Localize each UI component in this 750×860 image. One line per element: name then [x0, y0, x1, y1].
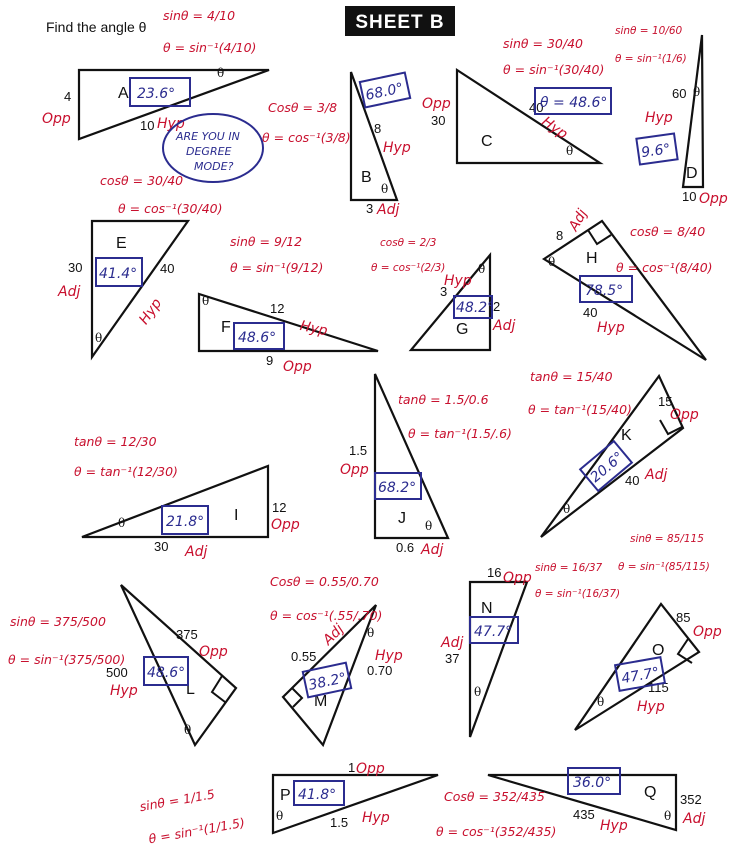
triangle-f-letter: F: [221, 319, 231, 336]
triangle-g-letter: G: [456, 321, 469, 338]
triangle-g: [371, 237, 515, 350]
triangle-n-shape: [470, 582, 527, 737]
triangle-h-adj-label: Adj: [565, 206, 591, 234]
sheet-header: SHEET B: [355, 12, 445, 33]
triangle-h-right-angle: [588, 230, 611, 244]
triangle-q-answer: 36.0°: [573, 775, 612, 791]
triangle-j-adj-label: Adj: [421, 542, 444, 558]
triangle-a-letter: A: [118, 85, 129, 102]
triangle-p-hyp-label: Hyp: [362, 810, 390, 826]
triangle-f-side-hyp: 12: [270, 301, 285, 316]
triangle-k-side-adj: 40: [625, 473, 640, 488]
triangle-f-side-opp: 9: [266, 353, 274, 368]
triangle-k-answer: 20.6°: [587, 449, 628, 486]
triangle-n-letter: N: [481, 600, 493, 617]
triangle-f-ratio: sinθ = 9/12: [230, 234, 303, 249]
triangle-j-answer: 68.2°: [378, 480, 417, 496]
triangle-m-theta: θ: [367, 626, 375, 640]
triangle-p-side-hyp: 1.5: [330, 815, 349, 830]
triangle-e-theta: θ: [95, 331, 103, 345]
reminder-line-3: MODE?: [194, 160, 234, 173]
triangle-c-theta: θ: [566, 144, 574, 158]
triangle-k: [528, 369, 699, 537]
triangle-o-right-angle: [678, 639, 692, 663]
triangle-l-theta: θ: [184, 723, 192, 737]
triangle-j-opp-label: Opp: [340, 462, 369, 478]
triangle-j-inverse: θ = tan⁻¹(1.5/.6): [408, 426, 512, 441]
triangle-h-theta: θ: [548, 255, 556, 269]
triangle-o-letter: O: [652, 642, 665, 659]
triangle-o-ratio: sinθ = 85/115: [630, 533, 704, 545]
triangle-i-adj-label: Adj: [185, 544, 208, 560]
triangle-b: [262, 72, 411, 218]
triangle-g-side-adj: 2: [493, 299, 501, 314]
triangle-p-opp-label: Opp: [356, 761, 385, 777]
triangle-e-ratio: cosθ = 30/40: [100, 173, 184, 188]
triangle-d: [615, 25, 728, 207]
triangle-f-answer: 48.6°: [238, 330, 277, 346]
triangle-q-theta: θ: [664, 809, 672, 823]
triangle-m-answer: 38.2°: [307, 670, 348, 694]
triangle-e-adj-label: Adj: [58, 284, 81, 300]
triangle-k-theta: θ: [563, 502, 571, 516]
triangle-j-side-opp: 1.5: [349, 443, 368, 458]
triangle-m-adj-label: Adj: [319, 621, 348, 649]
triangle-c-inverse: θ = sin⁻¹(30/40): [503, 62, 605, 77]
triangle-i-ratio: tanθ = 12/30: [74, 434, 157, 449]
triangle-k-opp-label: Opp: [670, 407, 699, 423]
triangle-a-inverse: θ = sin⁻¹(4/10): [163, 40, 257, 55]
degree-mode-reminder: [163, 114, 263, 182]
triangle-h-hyp-label: Hyp: [597, 320, 625, 336]
triangle-n-ratio: sinθ = 16/37: [535, 562, 603, 574]
triangle-d-ratio: sinθ = 10/60: [615, 25, 683, 37]
triangle-b-hyp-label: Hyp: [383, 140, 411, 156]
triangle-i-side-adj: 30: [154, 539, 169, 554]
triangle-j-ratio: tanθ = 1.5/0.6: [398, 392, 489, 407]
triangle-b-answer: 68.0°: [364, 80, 405, 104]
triangle-j-theta: θ: [425, 519, 433, 533]
triangle-p-inverse: θ = sin⁻¹(1/1.5): [147, 814, 246, 847]
triangle-l-letter: L: [186, 681, 195, 698]
triangle-a-answer: 23.6°: [137, 86, 176, 102]
triangle-m-side-hyp: 0.70: [367, 663, 393, 678]
triangle-o-inverse: θ = sin⁻¹(85/115): [618, 561, 710, 573]
triangle-m-ratio: Cosθ = 0.55/0.70: [270, 574, 379, 589]
triangle-q-inverse: θ = cos⁻¹(352/435): [436, 824, 557, 839]
triangle-b-adj-label: Adj: [377, 202, 400, 218]
triangle-i-opp-label: Opp: [271, 517, 300, 533]
triangle-q-letter: Q: [644, 784, 657, 801]
triangle-q-side-adj: 352: [680, 792, 702, 807]
triangle-o-side-hyp: 115: [648, 680, 669, 695]
triangle-c-opp-label: Opp: [422, 96, 451, 112]
triangle-l-hyp-label: Hyp: [110, 683, 138, 699]
triangle-p: [138, 760, 438, 846]
triangle-i-letter: I: [234, 507, 239, 524]
triangle-h-shape: [544, 221, 706, 360]
triangle-e-letter: E: [116, 235, 127, 252]
triangle-d-inverse: θ = sin⁻¹(1/6): [615, 53, 687, 65]
triangle-e-inverse: θ = cos⁻¹(30/40): [118, 201, 223, 216]
triangle-l-answer: 48.6°: [147, 665, 186, 681]
triangle-o-opp-label: Opp: [693, 624, 722, 640]
triangle-k-ratio: tanθ = 15/40: [530, 369, 613, 384]
triangle-g-theta: θ: [478, 262, 486, 276]
reminder-line-2: DEGREE: [186, 145, 232, 158]
triangle-m-right-angle: [292, 688, 302, 707]
triangle-g-inverse: θ = cos⁻¹(2/3): [371, 262, 446, 274]
triangle-b-ratio: Cosθ = 3/8: [268, 100, 338, 115]
triangle-c-side-hyp: 40: [529, 100, 544, 115]
reminder-line-1: ARE YOU IN: [176, 130, 240, 143]
triangle-k-letter: K: [621, 427, 632, 444]
triangle-q: [436, 768, 705, 839]
triangle-h-letter: H: [586, 250, 598, 267]
triangle-a-hyp-label: Hyp: [157, 116, 185, 132]
triangle-e: [57, 173, 223, 357]
triangle-g-side-hyp: 3: [440, 284, 448, 299]
triangle-f-inverse: θ = sin⁻¹(9/12): [230, 260, 324, 275]
triangle-p-ratio: sinθ = 1/1.5: [138, 786, 216, 815]
triangle-a-theta: θ: [217, 66, 225, 80]
triangle-n-opp-label: Opp: [503, 570, 532, 586]
triangle-p-theta: θ: [276, 809, 284, 823]
triangle-p-answer: 41.8°: [298, 787, 337, 803]
triangle-g-answer: 48.2°: [456, 300, 495, 316]
triangle-l: [8, 585, 236, 745]
triangle-b-letter: B: [361, 169, 372, 186]
triangle-a-ratio: sinθ = 4/10: [163, 8, 236, 23]
triangle-c-ratio: sinθ = 30/40: [503, 36, 583, 51]
triangle-f-theta: θ: [202, 294, 210, 308]
triangle-h-ratio: cosθ = 8/40: [630, 224, 706, 239]
triangle-a-side-hyp: 10: [140, 118, 155, 133]
triangle-e-side-hyp: 40: [160, 261, 175, 276]
triangle-i-answer: 21.8°: [166, 514, 205, 530]
triangle-f: [199, 234, 378, 375]
triangle-m: [270, 574, 403, 745]
triangle-n-theta: θ: [474, 685, 482, 699]
triangle-i-inverse: θ = tan⁻¹(12/30): [74, 464, 178, 479]
triangle-c-answer: θ = 48.6°: [540, 95, 608, 111]
triangle-q-side-hyp: 435: [573, 807, 595, 822]
triangle-f-hyp-label: Hyp: [298, 318, 329, 340]
triangle-d-answer: 9.6°: [640, 141, 672, 162]
triangle-m-hyp-label: Hyp: [375, 648, 403, 664]
triangle-d-hyp-label: Hyp: [645, 110, 673, 126]
triangle-o-side-opp: 85: [676, 610, 691, 625]
triangle-p-side-opp: 1: [348, 760, 356, 775]
triangle-e-shape: [92, 221, 188, 357]
triangle-q-adj-label: Adj: [683, 811, 706, 827]
triangle-d-opp-label: Opp: [699, 191, 728, 207]
instruction-text: Find the angle θ: [46, 19, 147, 35]
triangle-n-adj-label: Adj: [441, 635, 464, 651]
triangle-j-letter: J: [398, 510, 406, 527]
triangle-q-ratio: Cosθ = 352/435: [444, 789, 545, 804]
triangle-k-inverse: θ = tan⁻¹(15/40): [528, 402, 632, 417]
triangle-m-inverse: θ = cos⁻¹(.55/.70): [270, 608, 383, 623]
triangle-n-side-adj: 37: [445, 651, 460, 666]
triangle-h-answer: 78.5°: [585, 283, 624, 299]
triangle-g-ratio: cosθ = 2/3: [380, 237, 437, 249]
triangle-d-side-opp: 10: [682, 189, 697, 204]
triangle-b-side-hyp: 8: [374, 121, 382, 136]
triangle-k-side-opp: 15: [658, 394, 673, 409]
triangle-n-inverse: θ = sin⁻¹(16/37): [535, 588, 621, 600]
triangle-h-inverse: θ = cos⁻¹(8/40): [616, 260, 713, 275]
triangle-j: [340, 374, 512, 558]
triangle-a-opp-label: Opp: [42, 111, 71, 127]
triangle-c: [422, 36, 611, 163]
triangle-c-side-opp: 30: [431, 113, 446, 128]
triangle-h-side-adj: 8: [556, 228, 564, 243]
triangle-h-side-hyp: 40: [583, 305, 598, 320]
triangle-n-side-opp: 16: [487, 565, 502, 580]
triangle-l-inverse: θ = sin⁻¹(375/500): [8, 652, 126, 667]
triangle-f-opp-label: Opp: [283, 359, 312, 375]
triangle-d-letter: D: [686, 165, 698, 182]
triangle-l-side-opp: 375: [176, 627, 198, 642]
triangle-e-hyp-label: Hyp: [136, 295, 166, 328]
triangle-d-theta: θ: [693, 85, 701, 99]
triangle-n-answer: 47.7°: [474, 624, 513, 640]
triangle-o-theta: θ: [597, 695, 605, 709]
triangle-p-letter: P: [280, 787, 291, 804]
triangle-i-side-opp: 12: [272, 500, 287, 515]
triangle-o-hyp-label: Hyp: [637, 699, 665, 715]
triangle-b-theta: θ: [381, 182, 389, 196]
triangle-m-side-adj: 0.55: [291, 649, 317, 664]
triangle-g-hyp-label: Hyp: [444, 273, 472, 289]
triangle-i: [74, 434, 300, 560]
triangle-a-side-opp: 4: [64, 89, 72, 104]
triangle-j-side-adj: 0.6: [396, 540, 415, 555]
triangle-h: [544, 206, 713, 360]
triangle-n: [440, 562, 620, 737]
triangle-o-answer: 47.7°: [620, 664, 661, 688]
triangle-d-side-hyp: 60: [672, 86, 687, 101]
triangle-c-shape: [457, 70, 600, 163]
triangle-l-right-angle: [212, 676, 225, 702]
triangle-e-side-adj: 30: [68, 260, 83, 275]
triangle-c-hyp-label: Hyp: [538, 113, 571, 143]
triangle-b-side-adj: 3: [366, 201, 374, 216]
triangle-l-opp-label: Opp: [199, 644, 228, 660]
triangle-l-side-hyp: 500: [106, 665, 128, 680]
triangle-l-ratio: sinθ = 375/500: [10, 614, 106, 629]
triangle-g-adj-label: Adj: [493, 318, 516, 334]
triangle-i-theta: θ: [118, 516, 126, 530]
triangle-b-inverse: θ = cos⁻¹(3/8): [262, 130, 351, 145]
triangle-k-adj-label: Adj: [645, 467, 668, 483]
triangle-q-hyp-label: Hyp: [600, 818, 628, 834]
triangle-c-letter: C: [481, 133, 493, 150]
triangle-e-answer: 41.4°: [99, 266, 138, 282]
triangle-m-letter: M: [314, 693, 328, 710]
